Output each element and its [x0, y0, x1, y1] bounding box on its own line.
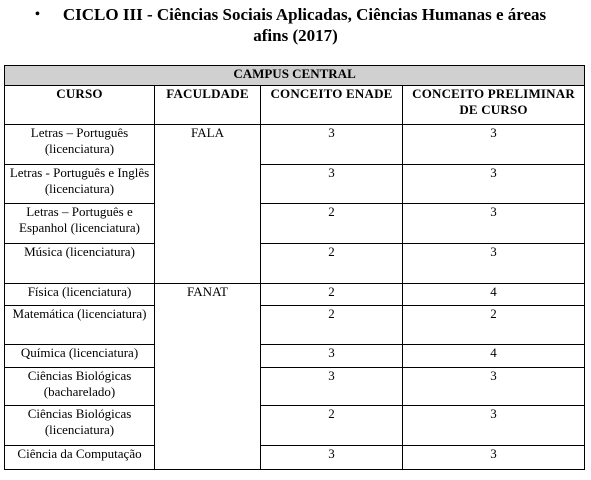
table-row	[5, 204, 585, 244]
table-row	[5, 345, 585, 368]
header-conceito-preliminar: CONCEITO PRELIMINAR DE CURSO	[403, 86, 585, 125]
cpc-value: 3	[403, 165, 585, 204]
cpc-value: 3	[403, 244, 585, 284]
table-row	[5, 406, 585, 446]
enade-value: 2	[261, 244, 403, 284]
cpc-value: 3	[403, 204, 585, 244]
enade-value: 3	[261, 446, 403, 470]
bullet-marker: •	[35, 7, 40, 22]
table-row	[5, 165, 585, 204]
table-row	[5, 244, 585, 284]
enade-value: 2	[261, 306, 403, 345]
enade-value: 3	[261, 345, 403, 368]
enade-value: 2	[261, 406, 403, 446]
course-name: Química (licenciatura)	[5, 345, 155, 368]
cpc-value: 4	[403, 345, 585, 368]
course-name: Letras - Português e Inglês (licenciatura)	[5, 165, 155, 204]
enade-value: 2	[261, 284, 403, 306]
heading-line-2: afins (2017)	[253, 26, 338, 45]
header-curso: CURSO	[5, 86, 155, 125]
cpc-value: 3	[403, 406, 585, 446]
course-name: Matemática (licenciatura)	[5, 306, 155, 345]
faculty-fala: FALA	[155, 125, 261, 284]
enade-value: 3	[261, 165, 403, 204]
header-conceito-enade: CONCEITO ENADE	[261, 86, 403, 125]
table-row	[5, 368, 585, 406]
faculty-fanat: FANAT	[155, 284, 261, 470]
course-name: Ciências Biológicas (bacharelado)	[5, 368, 155, 406]
enade-value: 3	[261, 368, 403, 406]
cpc-value: 3	[403, 368, 585, 406]
table-row	[5, 284, 585, 306]
header-faculdade: FACULDADE	[155, 86, 261, 125]
cpc-value: 4	[403, 284, 585, 306]
course-name: Ciências Biológicas (licenciatura)	[5, 406, 155, 446]
course-name: Letras – Português e Espanhol (licenciatura)	[5, 204, 155, 244]
course-name: Letras – Português (licenciatura)	[5, 125, 155, 165]
heading-line-1: CICLO III - Ciências Sociais Aplicadas, Ciências Humanas e áreas	[62, 5, 547, 24]
table-row	[5, 125, 585, 165]
cpc-value: 3	[403, 125, 585, 165]
section-heading	[0, 4, 591, 46]
course-name: Ciência da Computação	[5, 446, 155, 470]
campus-row	[5, 66, 585, 86]
enade-value: 2	[261, 204, 403, 244]
header-row	[5, 86, 585, 125]
enade-value: 3	[261, 125, 403, 165]
table-row	[5, 446, 585, 470]
course-name: Física (licenciatura)	[5, 284, 155, 306]
cpc-value: 3	[403, 446, 585, 470]
course-name: Música (licenciatura)	[5, 244, 155, 284]
table-row	[5, 306, 585, 345]
courses-table	[4, 65, 585, 470]
cpc-value: 2	[403, 306, 585, 345]
campus-title: CAMPUS CENTRAL	[5, 66, 585, 86]
